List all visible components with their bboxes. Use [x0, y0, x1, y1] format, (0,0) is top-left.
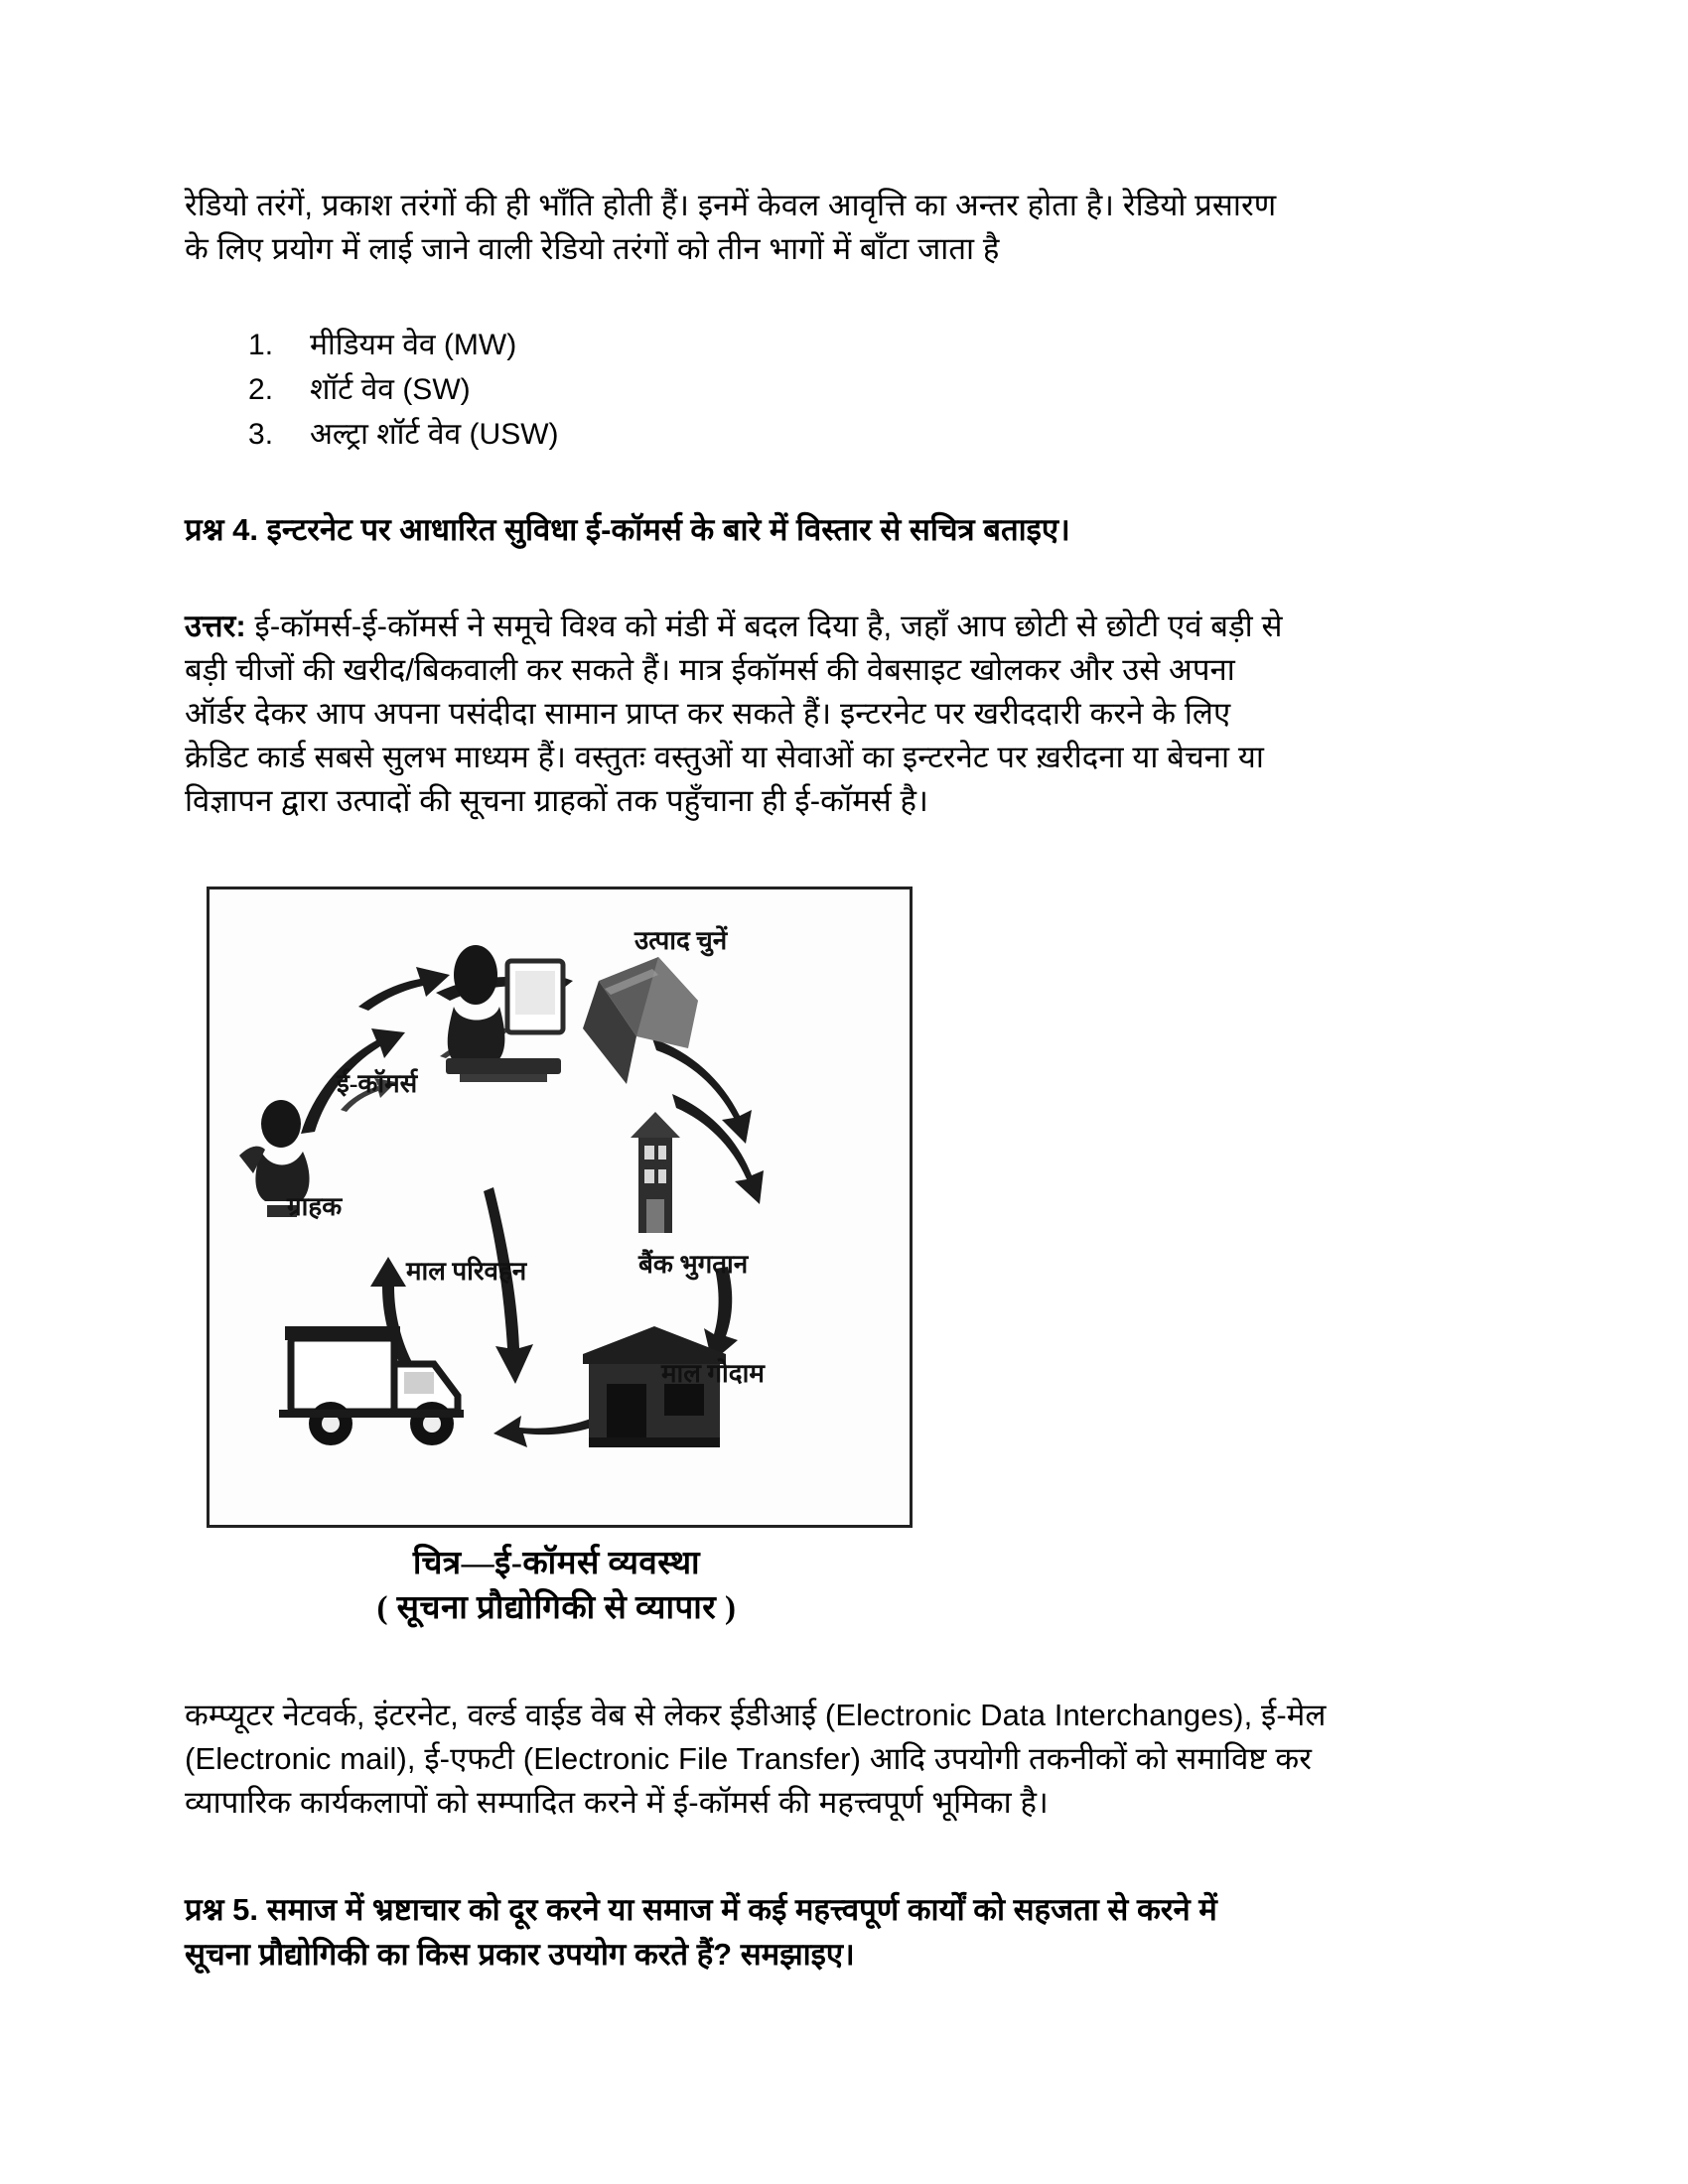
list-item-label: शॉर्ट वेव (SW) [310, 373, 471, 407]
question-5-heading [185, 1888, 1500, 1978]
spacer [185, 823, 1500, 887]
answer-4-line-2: बड़ी चीजों की खरीद/बिकवाली कर सकते हैं। मात्र ईकॉमर्स की वेबसाइट खोलकर और उसे अपना [185, 651, 1235, 687]
figure-label-goods-transport: माल परिवहन [406, 1257, 527, 1287]
page-content [185, 184, 1500, 1978]
closing-line-2: (Electronic mail), ई-एफटी (Electronic File Transfer) आदि उपयोगी तकनीकों को समाविष्ट कर [185, 1741, 1313, 1777]
figure-caption-line-2: ( सूचना प्रौद्योगिकी से व्यापार ) [376, 1589, 737, 1626]
list-item-label: अल्ट्रा शॉर्ट वेव (USW) [310, 418, 559, 452]
answer-4-line-1 [185, 605, 1500, 648]
spacer [185, 553, 1500, 605]
list-item [248, 367, 1500, 412]
closing-line-1: कम्प्यूटर नेटवर्क, इंटरनेट, वर्ल्ड वाईड वेब से लेकर ईडीआई (Electronic Data Interchanges), ई-मेल [185, 1698, 1327, 1733]
answer-4-line-1-text: ई-कॉमर्स-ई-कॉमर्स ने समूचे विश्व को मंडी में बदल दिया है, जहाँ आप छोटी से छोटी एवं बड़ी से [245, 608, 1283, 643]
figure-caption-line-1: चित्र—ई-कॉमर्स व्यवस्था [412, 1546, 701, 1582]
answer-4-line-3: ऑर्डर देकर आप अपना पसंदीदा सामान प्राप्त कर सकते हैं। इन्टरनेट पर खरीददारी करने के लिए [185, 696, 1231, 731]
intro-line-1: रेडियो तरंगें, प्रकाश तरंगों की ही भाँति होती हैं। इनमें केवल आवृत्ति का अन्तर होता है। रेडियो प्रसारण [185, 188, 1277, 222]
answer-4-paragraph [185, 605, 1500, 823]
spacer [185, 271, 1500, 323]
figure-label-customer: ग्राहक [287, 1192, 343, 1222]
ecommerce-figure [185, 887, 1500, 1630]
list-item-label: मीडियम वेव (MW) [310, 329, 517, 362]
figure-label-bank-payment: बैंक भुगतान [638, 1250, 749, 1280]
intro-paragraph [185, 184, 1500, 271]
spacer [185, 457, 1500, 508]
list-item [248, 412, 1500, 457]
question-4-heading [185, 508, 1500, 553]
question-4-line-1: प्रश्न 4. इन्टरनेट पर आधारित सुविधा ई-कॉमर्स के बारे में विस्तार से सचित्र बताइए। [185, 512, 1070, 548]
question-5-line-1: प्रश्न 5. समाज में भ्रष्टाचार को दूर करने या समाज में कई महत्त्वपूर्ण कार्यों को सहजता से करने में [185, 1892, 1217, 1928]
bank-building-illustration [631, 1112, 680, 1233]
product-box-illustration [583, 957, 698, 1084]
figure-label-ecommerce: ई-कॉमर्स [337, 1069, 418, 1099]
delivery-truck-illustration [279, 1326, 464, 1445]
person-at-computer-illustration [446, 945, 563, 1082]
figure-label-select-product: उत्पाद चुनें [634, 926, 728, 956]
figure-frame [207, 887, 913, 1528]
radio-wave-list [185, 323, 1500, 457]
figure-label-warehouse: माल गोदाम [661, 1359, 765, 1389]
closing-paragraph [185, 1694, 1500, 1825]
spacer [185, 1825, 1500, 1888]
list-item [248, 323, 1500, 367]
spacer [185, 1630, 1500, 1694]
answer-4-line-5: विज्ञापन द्वारा उत्पादों की सूचना ग्राहकों तक पहुँचाना ही ई-कॉमर्स है। [185, 783, 928, 819]
closing-line-3: व्यापारिक कार्यकलापों को सम्पादित करने में ई-कॉमर्स की महत्त्वपूर्ण भूमिका है। [185, 1785, 1049, 1821]
figure-caption [207, 1528, 907, 1630]
answer-label: उत्तर: [185, 608, 246, 643]
question-5-line-2: सूचना प्रौद्योगिकी का किस प्रकार उपयोग करते हैं? समझाइए। [185, 1937, 855, 1973]
answer-4-line-4: क्रेडिट कार्ड सबसे सुलभ माध्यम हैं। वस्तुतः वस्तुओं या सेवाओं का इन्टरनेट पर ख़रीदना या बेचना या [185, 740, 1264, 775]
intro-line-2: के लिए प्रयोग में लाई जाने वाली रेडियो तरंगों को तीन भागों में बाँटा जाता है [185, 231, 1000, 267]
